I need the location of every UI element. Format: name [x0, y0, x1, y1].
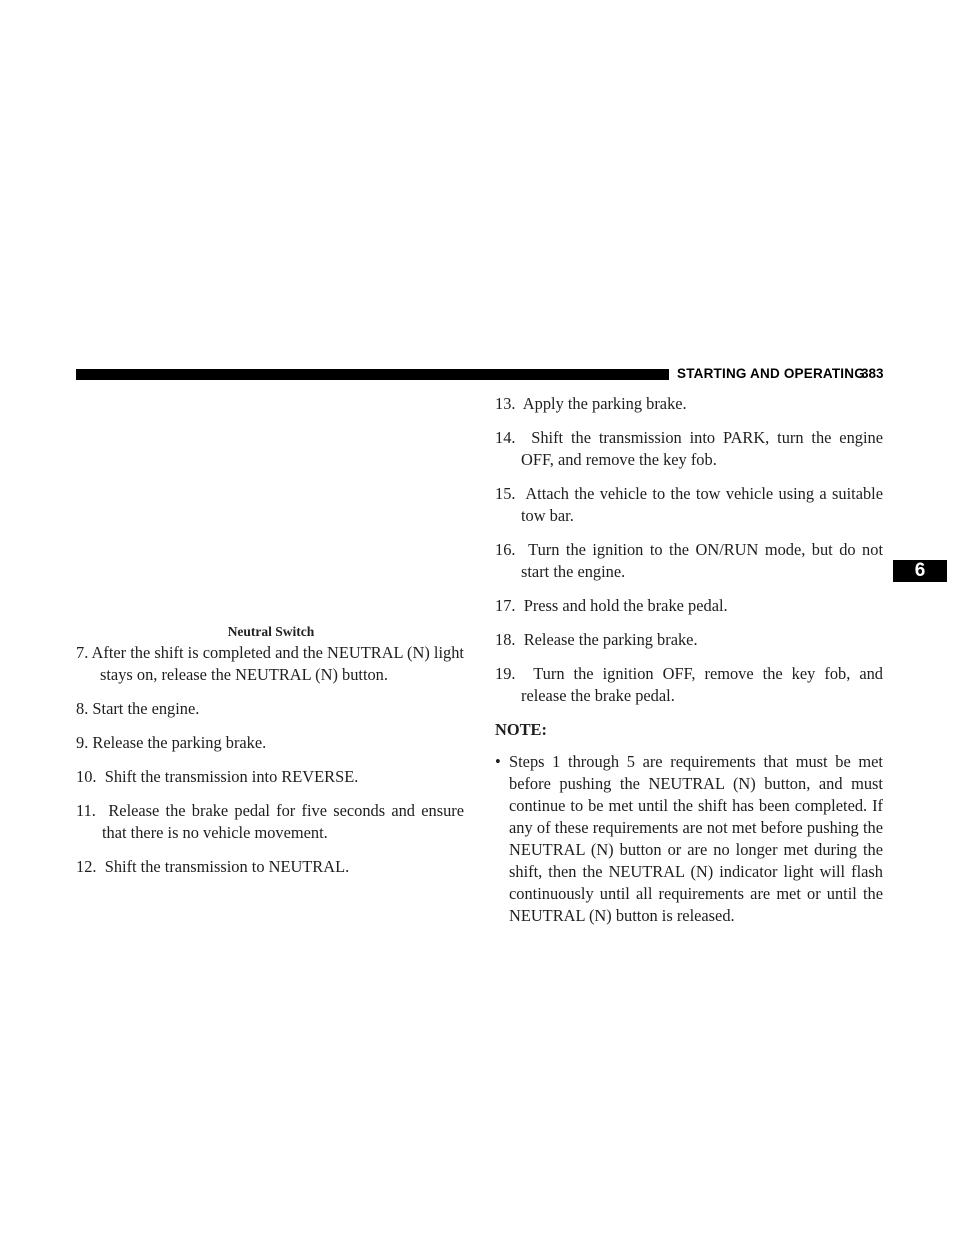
step-text: Apply the parking brake.	[522, 394, 687, 413]
step-text: Shift the transmission into REVERSE.	[104, 767, 359, 786]
step-14	[495, 427, 883, 471]
step-text: Release the parking brake.	[523, 630, 698, 649]
step-10	[76, 766, 464, 788]
figure-caption: Neutral Switch	[227, 624, 315, 639]
step-text: Turn the ignition OFF, remove the key fob, and release the brake pedal.	[521, 664, 884, 705]
note-bullet	[495, 751, 883, 927]
step-text: After the shift is completed and the NEUTRAL (N) light stays on, release the NEUTRAL (N) button.	[91, 643, 464, 684]
page-number: 383	[861, 366, 884, 381]
step-11	[76, 800, 464, 844]
right-column	[495, 393, 883, 927]
step-number: 11.	[76, 801, 96, 820]
step-7	[76, 642, 464, 686]
step-16	[495, 539, 883, 583]
step-12	[76, 856, 464, 878]
section-title: STARTING AND OPERATING	[677, 366, 865, 381]
step-8	[76, 698, 464, 720]
step-number: 14.	[495, 428, 516, 447]
step-number: 9.	[76, 733, 89, 752]
step-text: Shift the transmission into PARK, turn the engine OFF, and remove the key fob.	[521, 428, 883, 469]
step-13	[495, 393, 883, 415]
step-15	[495, 483, 883, 527]
bullet-icon: •	[495, 752, 501, 771]
step-text: Shift the transmission to NEUTRAL.	[104, 857, 350, 876]
step-number: 10.	[76, 767, 97, 786]
figure-placeholder	[76, 395, 466, 620]
step-number: 16.	[495, 540, 516, 559]
step-number: 18.	[495, 630, 516, 649]
step-number: 19.	[495, 664, 516, 683]
step-text: Turn the ignition to the ON/RUN mode, but do not start the engine.	[521, 540, 883, 581]
step-number: 15.	[495, 484, 516, 503]
step-text: Attach the vehicle to the tow vehicle using a suitable tow bar.	[521, 484, 883, 525]
note-text: Steps 1 through 5 are requirements that must be met before pushing the NEUTRAL (N) button, and must continue to be met until the shift has been completed. If any of these requirements are not met before pushing the NEUTRAL (N) button or are no longer met during the shift, then the NEUTRAL (N) indicator light will flash continuously until all requirements are met or until the NEUTRAL (N) button is released.	[509, 752, 883, 925]
step-18	[495, 629, 883, 651]
step-number: 17.	[495, 596, 516, 615]
step-text: Press and hold the brake pedal.	[523, 596, 728, 615]
step-text: Release the parking brake.	[92, 733, 267, 752]
chapter-tab[interactable]: 6	[893, 560, 947, 582]
step-text: Start the engine.	[92, 699, 200, 718]
step-9	[76, 732, 464, 754]
step-number: 7.	[76, 643, 89, 662]
step-number: 8.	[76, 699, 89, 718]
step-text: Release the brake pedal for five seconds and ensure that there is no vehicle movement.	[102, 801, 465, 842]
header-rule	[76, 369, 669, 380]
left-column	[76, 642, 464, 890]
step-number: 12.	[76, 857, 97, 876]
step-19	[495, 663, 883, 707]
note-heading: NOTE:	[495, 720, 547, 739]
step-number: 13.	[495, 394, 516, 413]
step-17	[495, 595, 883, 617]
